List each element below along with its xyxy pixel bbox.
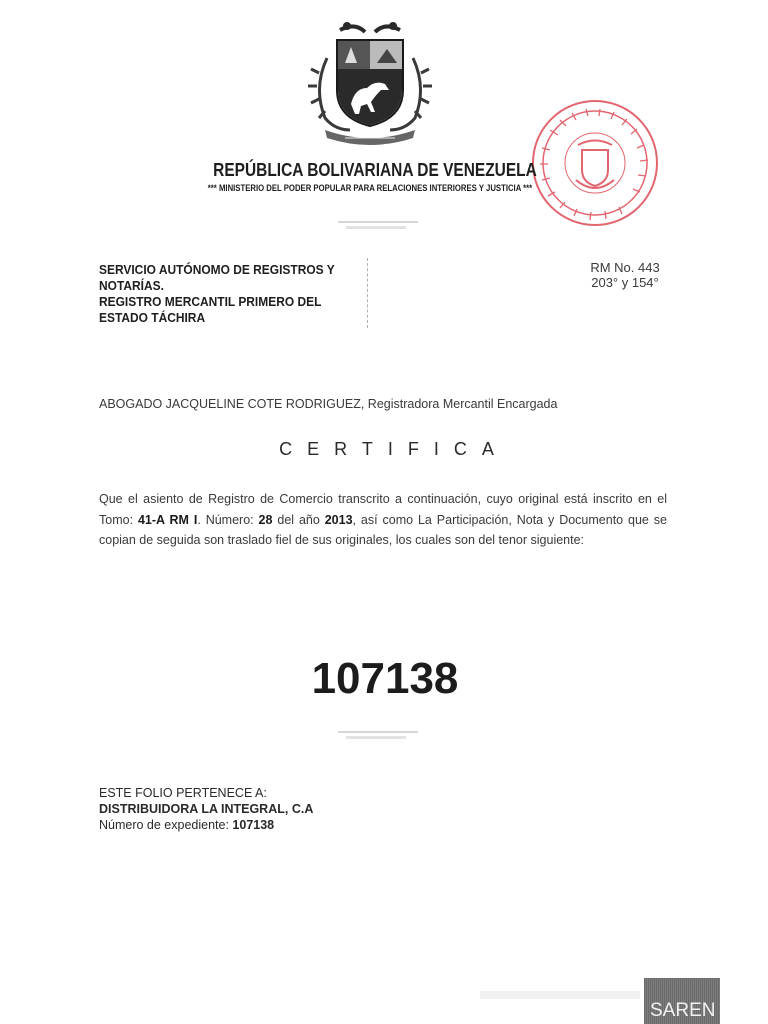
paragraph-text-2: . Número: <box>197 512 259 527</box>
historical-years: 203° y 154° <box>591 275 659 290</box>
faint-footer-mark <box>480 985 640 1005</box>
expediente-number: 107138 <box>232 818 275 832</box>
saren-logo-text: SAREN <box>650 1000 716 1021</box>
paragraph-text-4: , así como La Participación, Nota y Documento que se copian de seguida son traslado fiel de sus originales, los cuales son del tenor siguiente: <box>99 512 667 547</box>
folio-number: 107138 <box>311 654 459 703</box>
expediente-label: Número de expediente: <box>99 818 233 832</box>
expediente-line <box>99 817 313 833</box>
office-line-1: SERVICIO AUTÓNOMO DE REGISTROS Y <box>99 262 335 277</box>
numero-value: 28 <box>258 512 273 527</box>
anio-value: 2013 <box>324 512 353 527</box>
office-line-3: REGISTRO MERCANTIL PRIMERO DEL <box>99 294 322 309</box>
tomo-value: 41-A RM I <box>137 512 198 527</box>
office-line-2: NOTARÍAS. <box>99 278 164 293</box>
certification-paragraph <box>99 489 667 551</box>
header-divider <box>367 258 368 328</box>
ministry-subheading: *** MINISTERIO DEL PODER POPULAR PARA RELACIONES INTERIORES Y JUSTICIA *** <box>207 183 533 193</box>
coat-of-arms-logo <box>305 18 435 148</box>
registry-office-name <box>99 262 343 326</box>
faint-stamp-mark <box>338 219 418 233</box>
certifica-title: CERTIFICA <box>279 439 509 459</box>
saren-logo <box>644 978 720 1024</box>
rm-number: RM No. 443 <box>590 260 660 275</box>
registrar-line: ABOGADO JACQUELINE COTE RODRIGUEZ, Registradora Mercantil Encargada <box>99 397 558 411</box>
office-line-4: ESTADO TÁCHIRA <box>99 310 206 325</box>
paragraph-text-3: del año <box>272 512 325 527</box>
company-name: DISTRIBUIDORA LA INTEGRAL, C.A <box>99 802 314 816</box>
folio-ownership <box>99 785 313 833</box>
country-heading: REPÚBLICA BOLIVARIANA DE VENEZUELA <box>213 160 537 180</box>
faint-stamp-mark-2 <box>338 729 418 743</box>
registry-reference <box>560 260 690 290</box>
folio-label: ESTE FOLIO PERTENECE A: <box>99 786 267 800</box>
paragraph-text-1: Que el asiento de Registro de Comercio transcrito a continuación, cuyo original está inscrito en el Tomo: <box>99 492 667 527</box>
